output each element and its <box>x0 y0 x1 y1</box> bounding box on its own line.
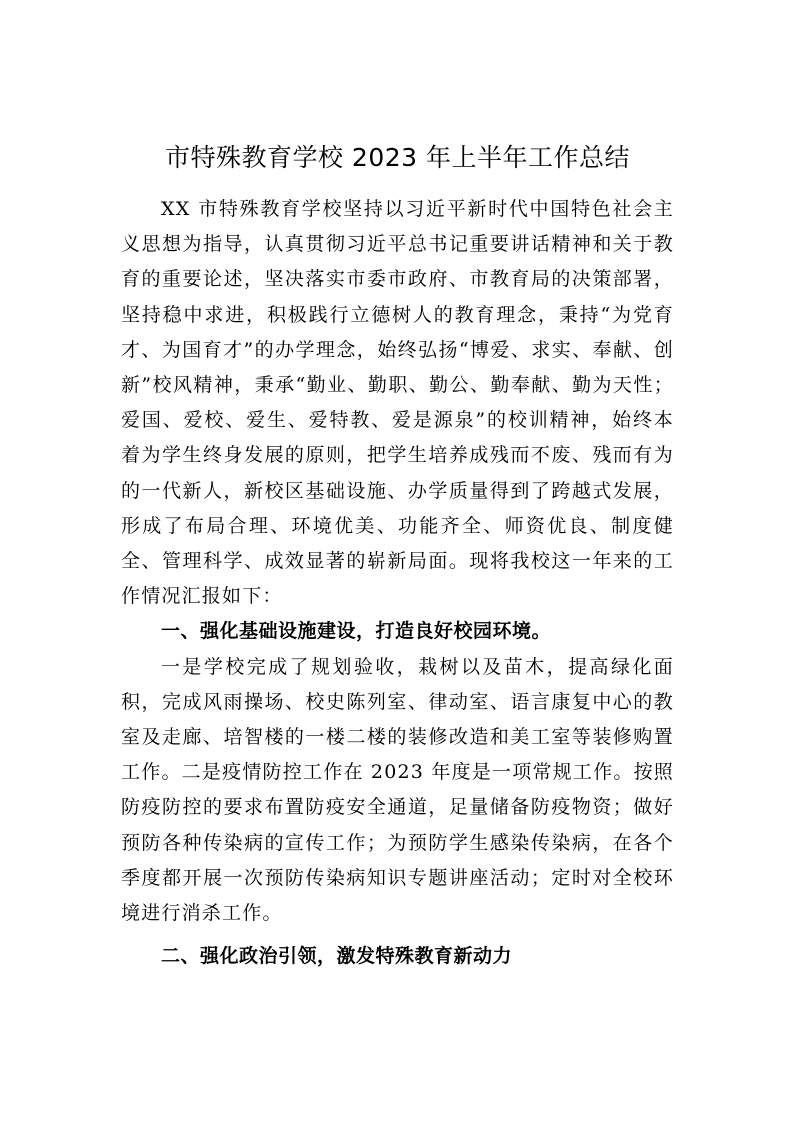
intro-paragraph: XX 市特殊教育学校坚持以习近平新时代中国特色社会主义思想为指导，认真贯彻习近平总书记重要讲话精神和关于教育的重要论述，坚决落实市委市政府、市教育局的决策部署，坚持稳中求进，积极践行立德树人的教育理念，秉持“为党育才、为国育才”的办学理念，始终弘扬“博爱、求实、奉献、创新”校风精神，秉承“勤业、勤职、勤公、勤奉献、勤为天性；爱国、爱校、爱生、爱特教、爱是源泉”的校训精神，始终本着为学生终身发展的原则，把学生培养成残而不废、残而有为的一代新人，新校区基础设施、办学质量得到了跨越式发展，形成了布局合理、环境优美、功能齐全、师资优良、制度健全、管理科学、成效显著的崭新局面。现将我校这一年来的工作情况汇报如下： <box>121 198 674 608</box>
document-title: 市特殊教育学校 2023 年上半年工作总结 <box>164 143 631 172</box>
section-2-heading: 二、强化政治引领，激发特殊教育新动力 <box>161 945 513 968</box>
section-1-paragraph: 一是学校完成了规划验收，栽树以及苗木，提高绿化面积，完成风雨操场、校史陈列室、律动室、语言康复中心的教室及走廊、培智楼的一楼二楼的装修改造和美工室等装修购置工作。二是疫情防控工作在 2023 年度是一项常规工作。按照防疫防控的要求布置防疫安全通道，足量储备防疫物资；做好预防各种传染病的宣传工作；为预防学生感染传染病，在各个季度都开展一次预防传染病知识专题讲座活动；定时对全校环境进行消杀工作。 <box>121 655 674 925</box>
section-1-heading: 一、强化基础设施建设，打造良好校园环境。 <box>161 620 552 643</box>
